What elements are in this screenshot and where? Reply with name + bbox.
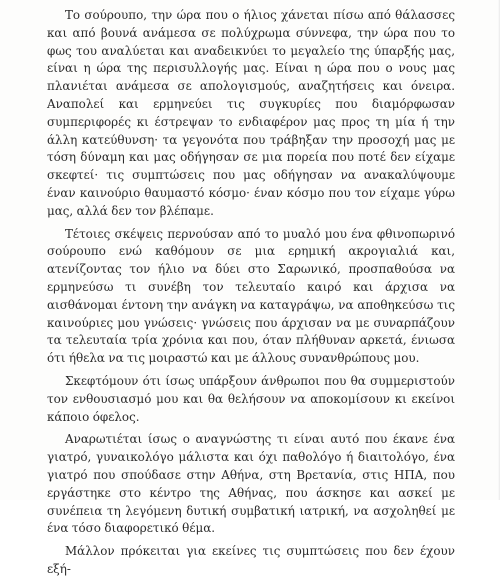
body-text (47, 7, 455, 584)
paragraph: Το σούρουπο, την ώρα που ο ήλιος χάνεται πίσω από θάλασσες και από βουνά ανάμεσα σε πολύχρωμα σύννεφα, την ώρα που το φως του αναλύεται και αναδεικνύει το μεγαλείο της ύπαρξής μας, είναι η ώρα της περισυλλογής μας. Είναι η ώρα που ο νους μας πλανιέται ανάμεσα σε απολογισμούς, αναζητήσεις και όνειρα. Αναπολεί και ερμηνεύει τις συγκυρίες που διαμόρφωσαν συμπεριφορές κι έστρεψαν το ενδιαφέρον μας προς τη μία ή την άλλη κατεύθυνση· τα γεγονότα που τράβηξαν την προσοχή μας με τόση δύναμη και μας οδήγησαν σε μια πορεία που ποτέ δεν είχαμε σκεφτεί· τις συμπτώσεις που μας οδήγησαν να ανακαλύψουμε έναν καινούριο θαυμαστό κόσμο· έναν κόσμο που τον είχαμε γύρω μας, αλλά δεν τον βλέπαμε. (47, 8, 455, 218)
paragraph: Αναρωτιέται ίσως ο αναγνώστης τι είναι αυτό που έκανε ένα γιατρό, γυναικολόγο μάλιστα και όχι παθολόγο ή διαιτολόγο, ένα γιατρό που σπούδασε στην Αθήνα, στη Βρετανία, στις ΗΠΑ, που εργάστηκε στο κέντρο της Αθήνας, που άσκησε και ασκεί με συνέπεια τη λεγόμενη δυτική συμβατική ιατρική, να ασχοληθεί με ένα τόσο διαφορετικό θέμα. (47, 432, 455, 536)
paragraph: Σκεφτόμουν ότι ίσως υπάρξουν άνθρωποι που θα συμμεριστούν τον ενθουσιασμό μου και θα θελήσουν να αποκομίσουν κι εκείνοι κάποιο όφελος. (47, 373, 455, 424)
paragraph: Μάλλον πρόκειται για εκείνες τις συμπτώσεις που δεν έχουν εξή- (47, 544, 455, 576)
paragraph: Τέτοιες σκέψεις περνούσαν από το μυαλό μου ένα φθινοπωρινό σούρουπο ενώ καθόμουν σε μια ερημική ακρογιαλιά και, ατενίζοντας τον ήλιο να δύει στο Σαρωνικό, προσπαθούσα να ερμηνεύσω τι συνέβη τον τελευταίο καιρό και άρχισα να αισθάνομαι έντονη την ανάγκη να καταγράψω, να αποθηκεύσω τις καινούριες μου γνώσεις· γνώσεις που άρχισαν να με συναρπάζουν τα τελευταία τρία χρόνια και που, όταν πλήθυναν αρκετά, ένιωσα ότι ήθελα να τις μοιραστώ και με άλλους συνανθρώπους μου. (47, 226, 455, 366)
